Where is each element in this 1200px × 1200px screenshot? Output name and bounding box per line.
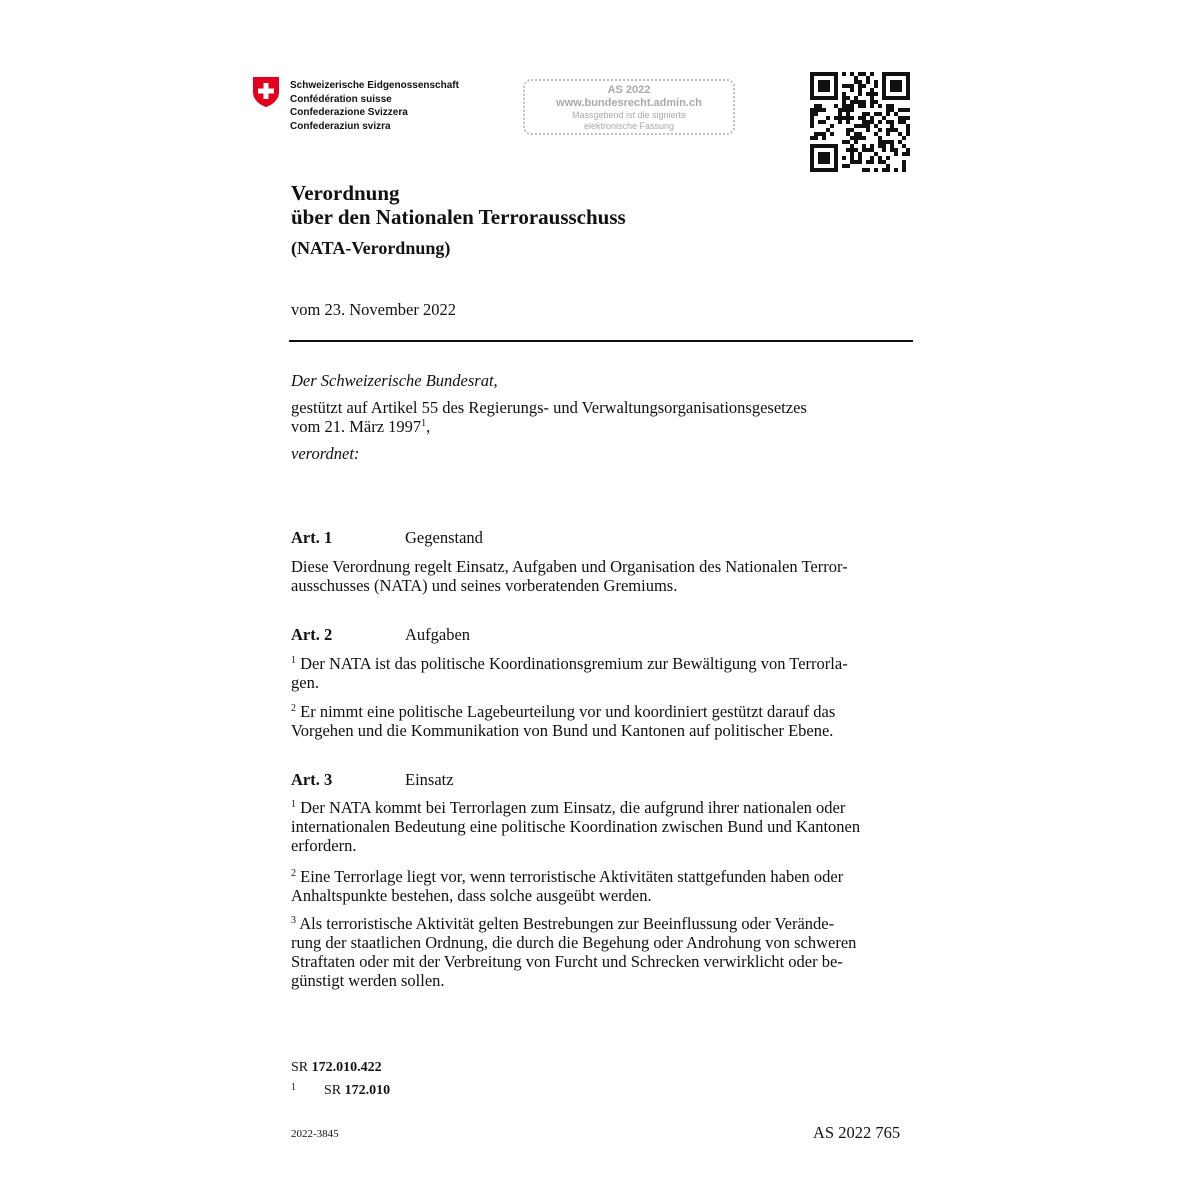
legal-basis-line-2 (291, 417, 911, 436)
sr-reference (291, 1058, 382, 1078)
swiss-cross-icon (252, 76, 280, 108)
article-2-heading: Aufgaben (405, 625, 471, 644)
article-3-p3-line-4: günstigt werden sollen. (291, 971, 445, 990)
article-3-p1-line-3: erfordern. (291, 836, 357, 855)
article-3-p2-line-2: Anhaltspunkte bestehen, dass solche ausgeübt werden. (291, 886, 652, 905)
title-line-2: über den Nationalen Terrorausschuss (291, 205, 626, 229)
paragraph-number: 1 (291, 655, 296, 666)
article-2-p1-line-2: gen. (291, 673, 319, 692)
article-3-paragraph-1 (291, 798, 909, 855)
article-1-heading: Gegenstand (405, 528, 483, 547)
article-1-number: Art. 1 (291, 528, 333, 547)
title-divider (289, 340, 913, 342)
article-3-p3-line-1: $^3$ Als terroristische Aktivität gelten Bestrebungen zur Beeinflussung oder Verände- (291, 914, 835, 933)
document-date: vom 23. November 2022 (291, 300, 456, 319)
legal-basis-line-1: gestützt auf Artikel 55 des Regierungs- und Verwaltungsorganisationsgesetzes (291, 398, 807, 417)
footnote-1-label: SR (324, 1083, 342, 1098)
article-1-paragraph (291, 557, 909, 595)
footnote-1-sr-number: 172.010 (344, 1083, 391, 1098)
article-1-text-line-1: Diese Verordnung regelt Einsatz, Aufgaben und Organisation des Nationalen Terror- (291, 557, 848, 576)
preamble-legal-basis (291, 398, 911, 436)
article-3-p3-line-2: rung der staatlichen Ordnung, die durch die Begehung oder Androhung von schweren (291, 933, 857, 952)
preamble-issuer: Der Schweizerische Bundesrat, (291, 371, 498, 390)
preamble-decree: verordnet: (291, 444, 360, 463)
document-title (291, 181, 626, 229)
stamp-line-1: AS 2022 (607, 84, 651, 96)
sr-number: 172.010.422 (311, 1060, 382, 1075)
stamp-line-4: elektronische Fassung (583, 121, 675, 131)
legal-basis-date: vom 21. März 1997 (291, 417, 422, 436)
footnote-1 (291, 1078, 390, 1101)
article-3-p1-line-2: internationalen Bedeutung eine politische Koordination zwischen Bund und Kantonen (291, 817, 861, 836)
paragraph-number: 2 (291, 868, 296, 879)
article-2-number: Art. 2 (291, 625, 333, 644)
article-2-paragraph-2 (291, 702, 909, 740)
article-3-p2-line-1: $^2$ Eine Terrorlage liegt vor, wenn terroristische Aktivitäten stattgefunden haben oder (291, 867, 844, 886)
stamp-line-3: Massgebend ist die signierte (571, 110, 687, 120)
official-publication-stamp (523, 79, 735, 135)
confederation-line-fr: Confédération suisse (290, 93, 392, 105)
article-3-paragraph-2 (291, 867, 909, 905)
paragraph-number: 3 (291, 915, 296, 926)
sr-label: SR (291, 1060, 309, 1075)
article-2-paragraph-1 (291, 654, 909, 692)
footnote-ref-1[interactable]: 1 (421, 418, 427, 429)
article-3-paragraph-3 (291, 914, 909, 990)
article-3-p3-line-3: Straftaten oder mit der Verbreitung von Furcht und Schrecken verwirklicht oder be- (291, 952, 843, 971)
footnote-1-number: 1 (291, 1082, 296, 1093)
article-3-p1-line-1: $^1$ Der NATA kommt bei Terrorlagen zum Einsatz, die aufgrund ihrer nationalen oder (291, 798, 846, 817)
confederation-line-it: Confederazione Svizzera (290, 107, 408, 118)
paragraph-number: 1 (291, 799, 296, 810)
legal-basis-comma: , (426, 417, 431, 436)
article-2-p2-line-1: $^2$ Er nimmt eine politische Lagebeurteilung vor und koordiniert gestützt darauf das (291, 702, 836, 721)
confederation-line-rm: Confederaziun svizra (290, 120, 391, 132)
title-line-1: Verordnung (291, 181, 400, 205)
official-collection-reference: AS 2022 765 (813, 1123, 901, 1142)
article-1-text-line-2: ausschusses (NATA) und seines vorberatenden Gremiums. (291, 576, 678, 595)
confederation-line-de: Schweizerische Eidgenossenschaft (290, 80, 459, 91)
article-2-p1-line-1: $^1$ Der NATA ist das politische Koordinationsgremium zur Bewältigung von Terrorla- (291, 654, 848, 673)
article-2-p2-line-2: Vorgehen und die Kommunikation von Bund und Kantonen auf politischer Ebene. (291, 721, 834, 740)
document-id: 2022-3845 (291, 1128, 339, 1140)
article-3-number: Art. 3 (291, 770, 333, 789)
confederation-names (290, 79, 459, 133)
stamp-line-2: www.bundesrecht.admin.ch (556, 97, 702, 109)
article-3-heading: Einsatz (405, 770, 454, 789)
paragraph-number: 2 (291, 703, 296, 714)
qr-code-icon[interactable] (810, 72, 910, 172)
document-short-title: (NATA-Verordnung) (291, 238, 451, 258)
